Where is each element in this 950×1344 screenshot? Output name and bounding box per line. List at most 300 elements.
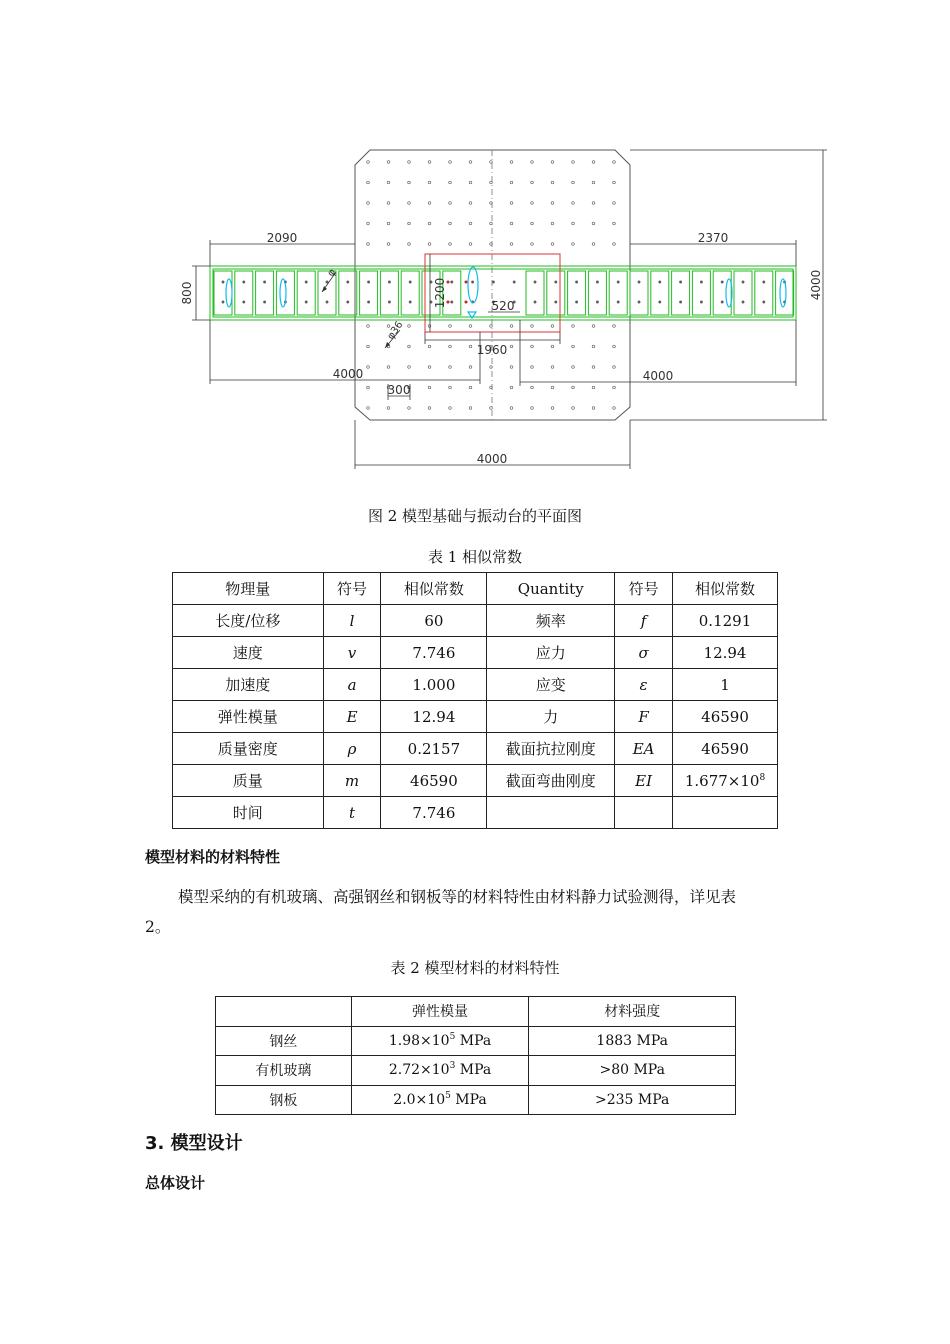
table-row [173,701,778,733]
anchor-hole [408,222,411,225]
table-cell [323,637,381,669]
anchor-hole [531,181,534,184]
anchor-hole [531,325,534,328]
anchor-hole [572,325,575,328]
anchor-hole [428,325,431,328]
anchor-hole [367,243,370,246]
anchor-hole [387,202,390,205]
anchor-hole [700,281,702,283]
anchor-hole [428,222,431,225]
material-strength: >235 MPa [529,1085,736,1115]
cell-text: 弹性模量 [217,708,278,726]
anchor-hole [510,222,513,225]
anchor-hole [572,243,575,246]
cell-text: 7.746 [412,643,456,662]
anchor-hole [387,366,390,369]
anchor-hole [367,181,370,184]
foundation-cell [401,271,419,315]
anchor-hole [534,281,536,283]
anchor-hole [572,386,575,389]
table-cell [615,605,673,637]
anchor-hole [469,366,472,369]
anchor-hole [592,161,595,164]
anchor-hole [551,161,554,164]
cell-text: 质量密度 [217,740,278,758]
anchor-hole [510,386,513,389]
cell-text: t [349,803,356,822]
foundation-cell [214,271,232,315]
anchor-hole [613,345,616,348]
cell-text: 时间 [232,804,263,822]
anchor-hole [572,181,575,184]
anchor-hole [613,161,616,164]
cell-text: 频率 [535,612,566,630]
dim-800: 800 [180,281,194,305]
header-cell: 相似常数 [381,573,487,605]
foundation-cell [609,271,627,315]
anchor-hole [613,202,616,205]
anchor-hole [451,281,453,283]
anchor-hole [469,407,472,410]
anchor-hole [613,243,616,246]
modulus-text: MPa [450,1091,487,1108]
anchor-hole [305,301,307,303]
foundation-cell [588,271,606,315]
table-cell [381,733,487,765]
anchor-hole [368,301,370,303]
table-cell [487,797,615,829]
cell-text: 60 [424,611,444,630]
anchor-hole [469,161,472,164]
anchor-hole [510,181,513,184]
table-cell [673,765,778,797]
anchor-hole [428,407,431,410]
cell-text: E [346,707,358,726]
modulus-text: MPa [455,1062,492,1079]
dim-300: 300 [387,383,411,397]
anchor-hole [551,222,554,225]
elastic-modulus [351,1056,529,1086]
table-cell [173,733,324,765]
anchor-hole [531,345,534,348]
anchor-hole [534,301,536,303]
anchor-hole [592,202,595,205]
anchor-hole [551,243,554,246]
anchor-hole [592,181,595,184]
table-cell [173,701,324,733]
cell-text: ε [639,675,648,694]
header-cell [216,997,352,1027]
anchor-hole [613,366,616,369]
dim-phi36: φ36 [385,319,406,342]
cell-text: 46590 [701,707,749,726]
figure-caption: 图 2 模型基础与振动台的平面图 [367,507,583,525]
foundation-cell [734,271,752,315]
anchor-hole [490,222,493,225]
anchor-hole [659,281,661,283]
table-cell [487,669,615,701]
table-cell [381,637,487,669]
table-cell [487,733,615,765]
anchor-hole [222,281,224,283]
anchor-hole [469,181,472,184]
cell-text: 0.1291 [698,611,752,630]
anchor-hole [513,281,515,283]
table-cell [615,765,673,797]
table-cell [615,797,673,829]
foundation-cell [651,271,669,315]
anchor-hole [368,281,370,283]
exponent: 5 [445,1090,451,1101]
anchor-hole [572,345,575,348]
anchor-hole [572,407,575,410]
anchor-hole [572,161,575,164]
foundation-cell [713,271,731,315]
anchor-hole [387,407,390,410]
anchor-hole [451,301,453,303]
anchor-hole [490,181,493,184]
header-cell: 相似常数 [673,573,778,605]
foundation-cell [256,271,274,315]
table-cell [381,765,487,797]
anchor-hole [367,366,370,369]
foundation-cell [692,271,710,315]
anchor-hole [592,325,595,328]
anchor-hole [387,325,390,328]
cell-text: l [349,611,355,630]
table-header-row [173,573,778,605]
anchor-hole [264,301,266,303]
anchor-hole [638,281,640,283]
anchor-hole [576,281,578,283]
table-cell [673,605,778,637]
anchor-hole [531,386,534,389]
anchor-hole [449,325,452,328]
anchor-hole [264,281,266,283]
anchor-hole [490,161,493,164]
cell-text: 质量 [232,772,263,790]
cell-text: 应变 [535,676,566,694]
table-cell [323,605,381,637]
table-row [173,669,778,701]
anchor-hole [576,301,578,303]
anchor-hole [531,222,534,225]
anchor-hole [428,386,431,389]
anchor-hole [592,222,595,225]
cell-text: 12.94 [412,707,456,726]
foundation-cell [776,271,794,315]
anchor-hole [510,407,513,410]
cell-text: 1.677×10 [684,771,760,790]
modulus-text: 1.98×10 [388,1032,450,1049]
cell-text: σ [638,643,649,662]
table-cell [381,669,487,701]
cell-text: 截面弯曲刚度 [505,772,596,790]
foundation-cell [380,271,398,315]
anchor-hole [367,161,370,164]
anchor-hole [613,325,616,328]
cell-text: EA [632,739,655,758]
anchor-hole [592,407,595,410]
section-heading-model-design: 3. 模型设计 [145,1133,243,1154]
anchor-hole [551,325,554,328]
anchor-hole [408,407,411,410]
anchor-hole [408,161,411,164]
anchor-hole [531,202,534,205]
foundation-cell [297,271,315,315]
anchor-hole [222,301,224,303]
anchor-hole [347,301,349,303]
table-cell [173,669,324,701]
dim-520: 520 [491,299,515,313]
anchor-hole [592,366,595,369]
foundation-cell [360,271,378,315]
anchor-hole [388,281,390,283]
foundation-cell [568,271,586,315]
table-cell [323,797,381,829]
table-cell [673,701,778,733]
table-row [216,1056,736,1086]
anchor-hole [510,243,513,246]
header-cell: 物理量 [173,573,324,605]
foundation-cell [672,271,690,315]
material-strength: >80 MPa [529,1056,736,1086]
anchor-hole [469,386,472,389]
anchor-hole [326,301,328,303]
exponent: 3 [449,1061,456,1072]
cell-text: a [347,675,357,694]
material-name: 有机玻璃 [216,1056,352,1086]
anchor-hole [326,281,328,283]
anchor-hole [469,345,472,348]
anchor-hole [243,301,245,303]
anchor-hole [387,222,390,225]
anchor-hole [367,325,370,328]
dim-1960: 1960 [476,343,508,357]
table-cell [323,669,381,701]
cell-text: EI [635,771,653,790]
header-cell: 弹性模量 [351,997,529,1027]
modulus-text: 2.72×10 [388,1062,450,1079]
table-cell [487,701,615,733]
anchor-hole [551,181,554,184]
anchor-hole [551,407,554,410]
table2-caption: 表 2 模型材料的材料特性 [390,959,560,977]
anchor-hole [428,161,431,164]
dim-4000-right-bottom: 4000 [642,369,674,383]
anchor-hole-grid [222,161,786,410]
anchor-hole [408,366,411,369]
cell-text: 1 [720,675,730,694]
dim-2370: 2370 [697,231,729,245]
anchor-hole [592,243,595,246]
materials-paragraph-line1: 模型采纳的有机玻璃、高强钢丝和钢板等的材料特性由材料静力试验测得，详见表 [178,888,737,906]
table-cell [323,733,381,765]
cell-text: 应力 [535,644,566,662]
anchor-hole [680,301,682,303]
anchor-hole [367,222,370,225]
anchor-hole [305,281,307,283]
foundation-cell [547,271,565,315]
anchor-hole [428,345,431,348]
anchor-hole [387,181,390,184]
anchor-hole [490,407,493,410]
anchor-hole [449,181,452,184]
materials-paragraph-line2: 2。 [145,918,171,936]
anchor-hole [449,386,452,389]
anchor-hole [449,222,452,225]
anchor-hole [387,243,390,246]
anchor-hole [469,202,472,205]
anchor-hole [510,325,513,328]
table-row [173,637,778,669]
anchor-hole [510,345,513,348]
elastic-modulus [351,1085,529,1115]
anchor-hole [347,281,349,283]
cell-text: 加速度 [225,676,271,694]
anchor-hole [469,243,472,246]
anchor-hole [572,222,575,225]
anchor-hole [510,366,513,369]
anchor-hole [592,386,595,389]
anchor-hole [613,407,616,410]
anchor-hole [551,345,554,348]
table-row [173,733,778,765]
anchor-hole [659,301,661,303]
material-properties-table [215,996,736,1115]
anchor-hole [613,222,616,225]
table-row [173,797,778,829]
anchor-hole [531,243,534,246]
anchor-hole [408,345,411,348]
table-row [173,605,778,637]
anchor-hole [408,181,411,184]
anchor-hole [551,202,554,205]
anchor-hole [449,366,452,369]
anchor-hole [510,161,513,164]
anchor-hole [428,202,431,205]
table-cell [673,669,778,701]
table-cell [673,637,778,669]
header-cell: 材料强度 [529,997,736,1027]
table-cell [173,605,324,637]
dim-4000-right: 4000 [809,269,823,301]
header-cell: Quantity [487,573,615,605]
material-name: 钢丝 [216,1026,352,1056]
header-cell: 符号 [615,573,673,605]
anchor-hole [449,202,452,205]
cell-text: 7.746 [412,803,456,822]
exponent: 5 [449,1031,456,1042]
table-row [216,1026,736,1056]
cell-text: 速度 [232,644,263,662]
anchor-hole [472,281,474,283]
anchor-hole [613,386,616,389]
anchor-hole [428,366,431,369]
anchor-hole [592,345,595,348]
cell-text: m [344,771,360,790]
anchor-hole [700,301,702,303]
modulus-text: MPa [455,1032,492,1049]
table-cell [323,701,381,733]
anchor-hole [721,301,723,303]
table-cell [487,637,615,669]
dim-phi: φ [325,266,339,279]
anchor-hole [449,243,452,246]
anchor-hole [387,161,390,164]
anchor-hole [638,301,640,303]
anchor-hole [367,202,370,205]
anchor-hole [617,301,619,303]
table-cell [487,765,615,797]
table-cell [615,669,673,701]
table-cell [615,733,673,765]
material-strength: 1883 MPa [529,1026,736,1056]
dim-1200: 1200 [433,277,447,309]
anchor-hole [531,161,534,164]
anchor-hole [613,181,616,184]
table-cell [323,765,381,797]
cell-text: v [347,643,357,662]
header-cell: 符号 [323,573,381,605]
table-cell [173,637,324,669]
table-header-row [216,997,736,1027]
table-cell [173,765,324,797]
cell-text: 截面抗拉刚度 [505,740,596,758]
anchor-hole [763,281,765,283]
cell-text: F [638,707,649,726]
anchor-hole [555,281,557,283]
cell-text: 长度/位移 [215,612,281,630]
table-cell [673,733,778,765]
anchor-hole [449,345,452,348]
anchor-hole [492,281,494,283]
table-row [173,765,778,797]
anchor-hole [428,181,431,184]
anchor-hole [596,301,598,303]
cell-text: 12.94 [703,643,747,662]
anchor-hole [596,281,598,283]
anchor-hole [572,202,575,205]
cell-text: ρ [347,739,357,758]
anchor-hole [388,301,390,303]
cell-text: f [640,611,647,630]
anchor-hole [531,407,534,410]
table1-caption: 表 1 相似常数 [427,548,523,566]
foundation-cell [235,271,253,315]
cell-text: 0.2157 [407,739,461,758]
anchor-hole [408,243,411,246]
anchor-hole [469,222,472,225]
section-heading-overall-design: 总体设计 [145,1174,206,1192]
anchor-hole [408,325,411,328]
table-cell [615,701,673,733]
cell-text: 1.000 [412,675,456,694]
anchor-hole [551,366,554,369]
anchor-hole [449,407,452,410]
modulus-text: 2.0×10 [393,1091,446,1108]
table-cell [673,797,778,829]
anchor-hole [742,281,744,283]
anchor-hole [367,407,370,410]
dim-4000-bottom: 4000 [476,452,508,466]
anchor-hole [367,386,370,389]
foundation-cell [755,271,773,315]
table-cell [381,797,487,829]
similarity-constants-table [172,572,778,829]
table-cell [615,637,673,669]
anchor-hole [469,325,472,328]
